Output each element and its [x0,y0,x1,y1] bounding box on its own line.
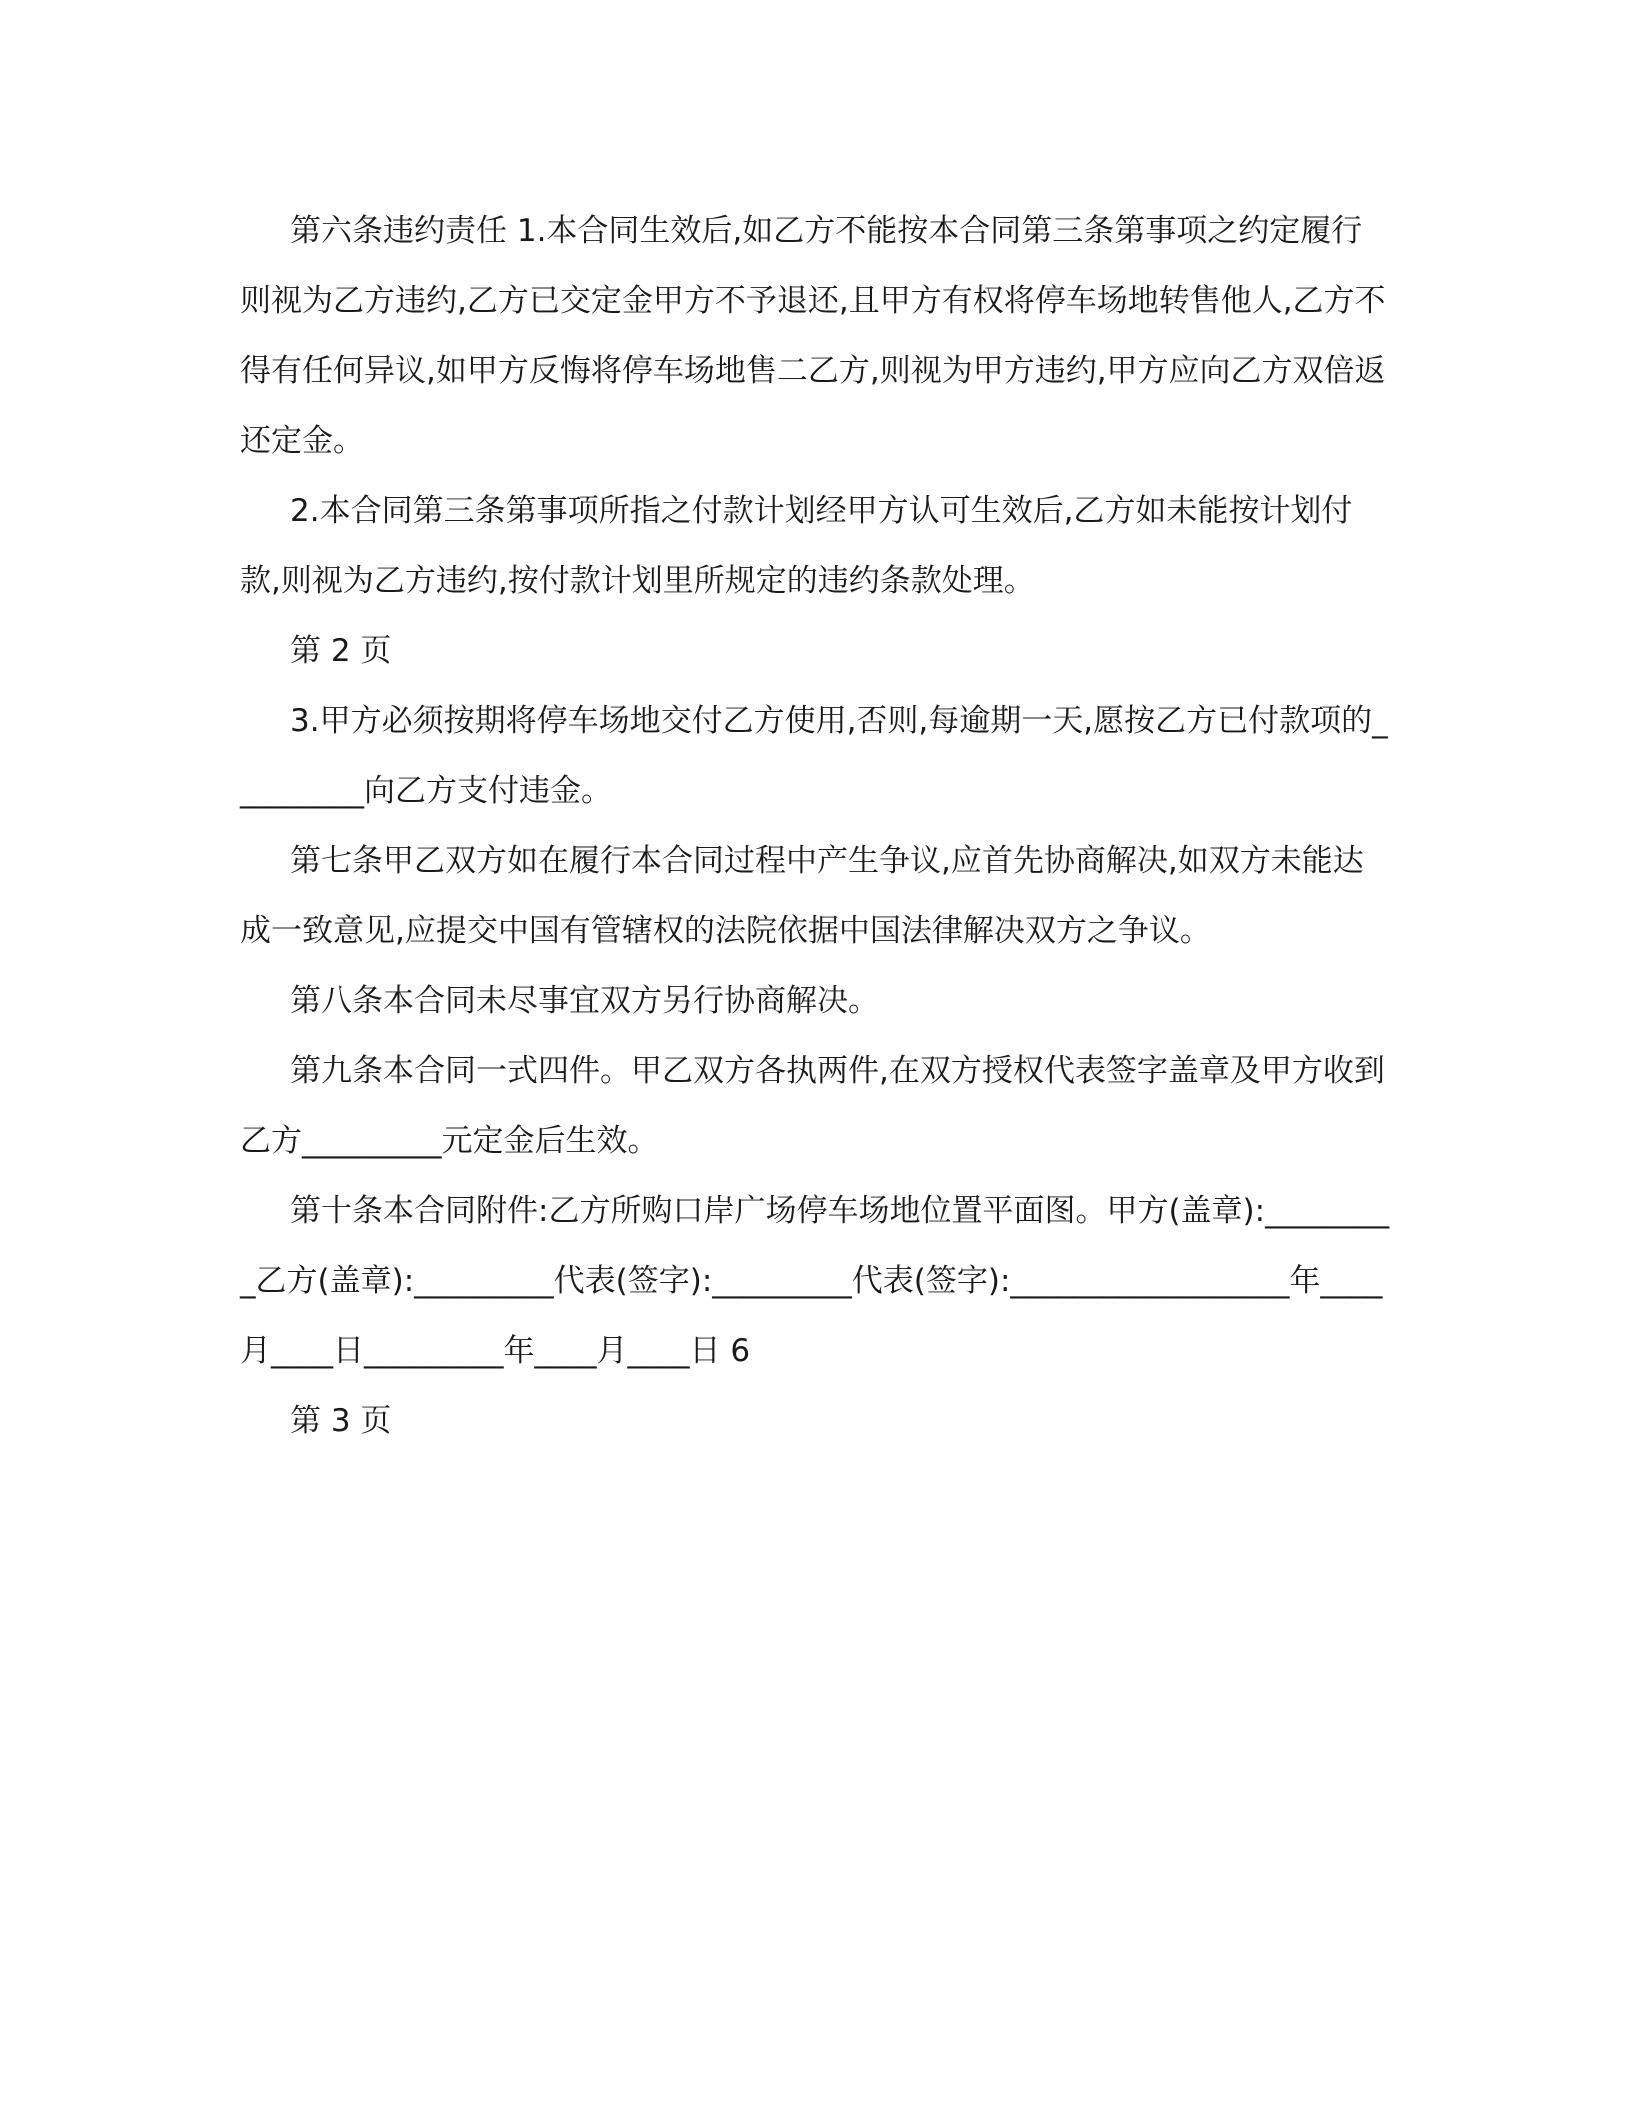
page-number-3: 第 3 页 [290,1403,392,1439]
article-six-clause-two: 2.本合同第三条第事项所指之付款计划经甲方认可生效后,乙方如未能按计划付款,则视为乙方违约,按付款计划里所规定的违约条款处理。 [240,493,1353,599]
article-six-paragraph: 第六条违约责任 1.本合同生效后,如乙方不能按本合同第三条第事项之约定履行则视为乙方违约,乙方已交定金甲方不予退还,且甲方有权将停车场地转售他人,乙方不得有任何异议,如甲方反悔将停车场地售二乙方,则视为甲方违约,甲方应向乙方双倍返还定金。 [240,213,1386,459]
article-eight-paragraph: 第八条本合同未尽事宜双方另行协商解决。 [290,983,879,1019]
article-ten-signature-paragraph: 第十条本合同附件:乙方所购口岸广场停车场地位置平面图。甲方(盖章):_________乙方(盖章):_________代表(签字):_________代表(签字):__________________年____月____日_________年____月____日 6 [240,1193,1390,1369]
document-body [240,196,1390,1456]
article-nine-paragraph: 第九条本合同一式四件。甲乙双方各执两件,在双方授权代表签字盖章及甲方收到乙方_________元定金后生效。 [240,1053,1385,1159]
page-number-2: 第 2 页 [290,633,392,669]
article-six-clause-three: 3.甲方必须按期将停车场地交付乙方使用,否则,每逾期一天,愿按乙方已付款项的_________向乙方支付违金。 [240,703,1388,809]
article-seven-paragraph: 第七条甲乙双方如在履行本合同过程中产生争议,应首先协商解决,如双方未能达成一致意见,应提交中国有管辖权的法院依据中国法律解决双方之争议。 [240,843,1364,949]
